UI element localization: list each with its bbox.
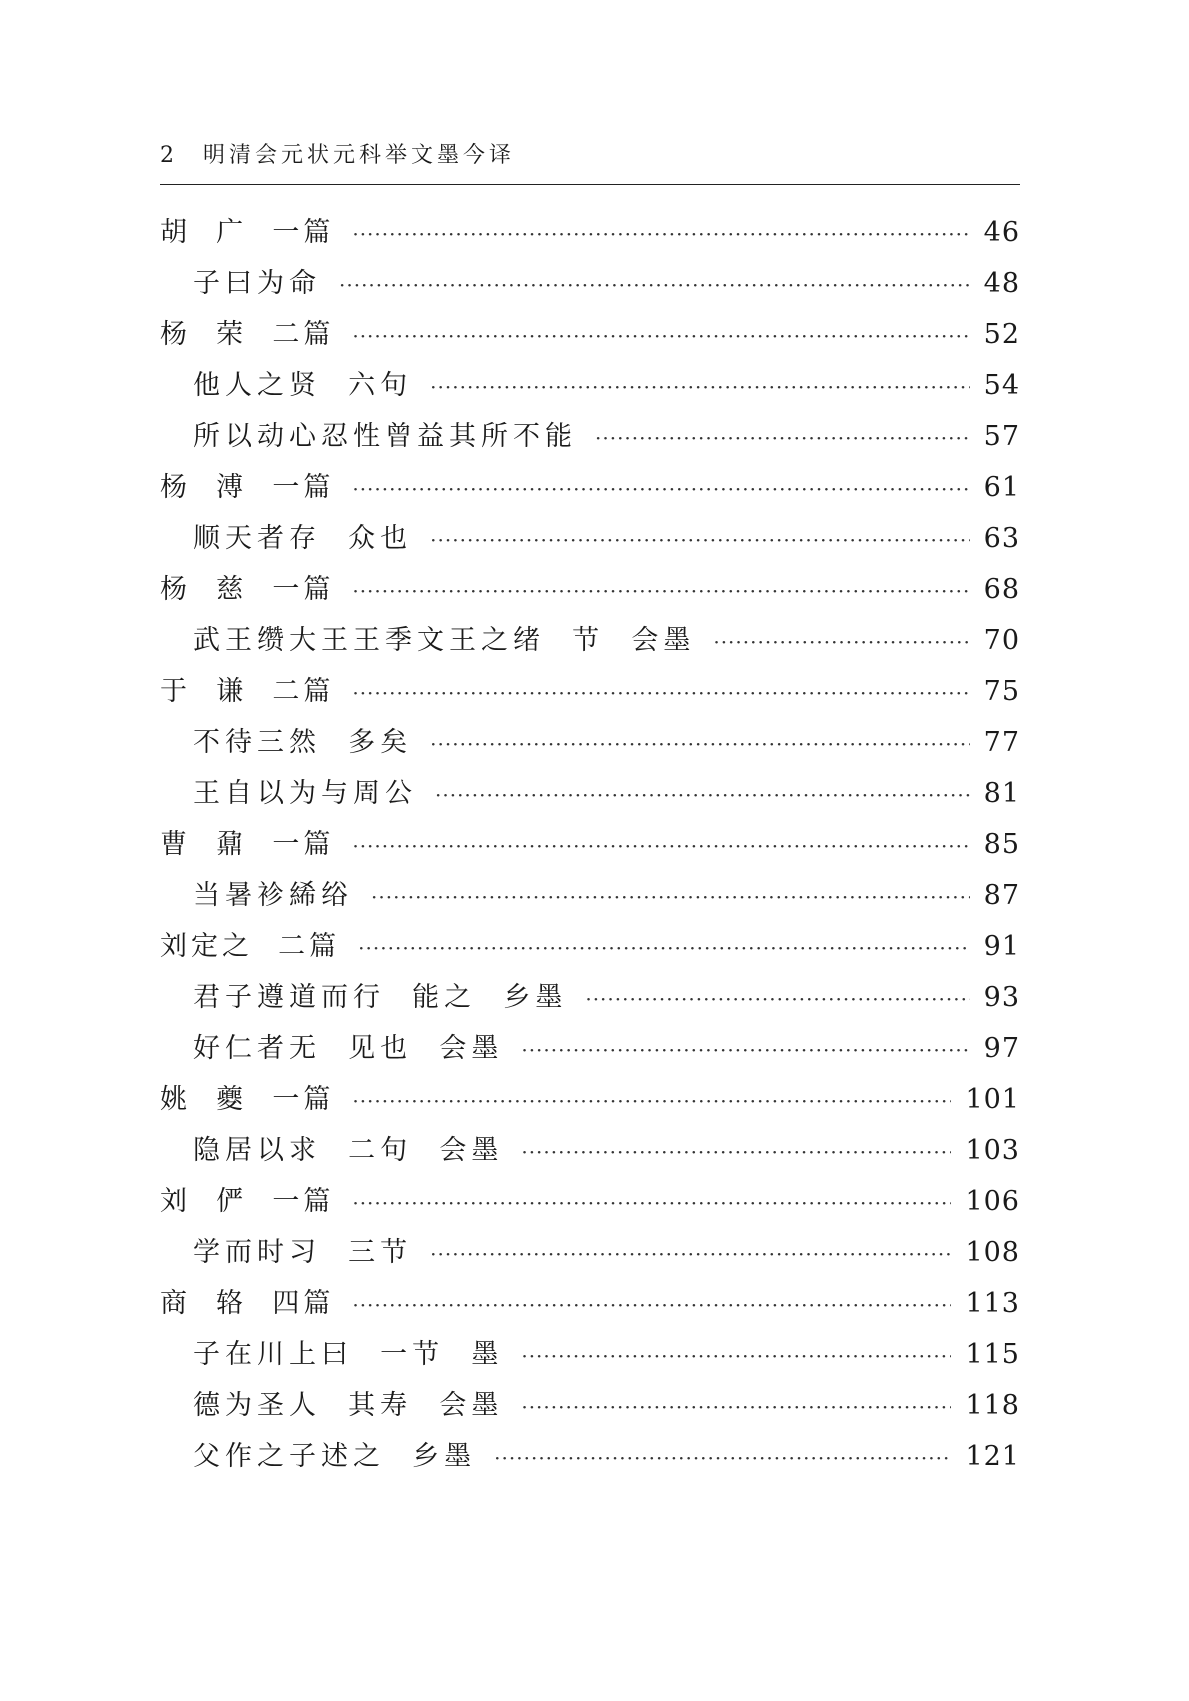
dot-leader [521,1395,951,1419]
page-ref: 68 [983,574,1020,605]
dot-leader [371,885,970,909]
toc-essay-entry[interactable] [160,720,1020,771]
toc-author-entry[interactable] [160,669,1020,720]
page-ref: 54 [983,370,1020,401]
dot-leader [352,1293,951,1317]
essay-title: 德为圣人 其寿 会墨 [193,1390,504,1421]
page-ref: 52 [983,319,1020,350]
page-ref: 97 [983,1033,1020,1064]
dot-leader [430,528,969,552]
essay-title: 顺天者存 众也 [193,523,413,554]
page-ref: 46 [983,217,1020,248]
essay-title: 父作之子述之 乡墨 [193,1441,477,1472]
essay-title: 学而时习 三节 [193,1237,413,1268]
toc-author-entry[interactable] [160,1179,1020,1230]
author-title: 于 谦 二篇 [160,676,335,707]
dot-leader [430,1242,951,1266]
essay-title: 子在川上曰 一节 墨 [193,1339,504,1370]
toc-essay-entry[interactable] [160,618,1020,669]
toc-essay-entry[interactable] [160,414,1020,465]
essay-title: 好仁者无 见也 会墨 [193,1033,504,1064]
toc-author-entry[interactable] [160,1281,1020,1332]
essay-title: 所以动心忍性曾益其所不能 [193,421,577,452]
dot-leader [352,222,969,246]
dot-leader [521,1038,969,1062]
page-ref: 63 [983,523,1020,554]
essay-title: 他人之贤 六句 [193,370,413,401]
page-ref: 121 [965,1441,1020,1472]
toc-essay-entry[interactable] [160,873,1020,924]
dot-leader [352,1191,951,1215]
book-title: 明清会元状元科举文墨今译 [203,143,516,168]
essay-title: 子曰为命 [193,268,321,299]
toc-essay-entry[interactable] [160,261,1020,312]
page-ref: 115 [965,1339,1020,1370]
dot-leader [713,630,969,654]
dot-leader [494,1446,951,1470]
author-title: 姚 夔 一篇 [160,1084,335,1115]
toc-author-entry[interactable] [160,822,1020,873]
essay-title: 隐居以求 二句 会墨 [193,1135,504,1166]
page-ref: 113 [965,1288,1020,1319]
toc-author-entry[interactable] [160,924,1020,975]
page-ref: 87 [983,880,1020,911]
dot-leader [430,375,969,399]
page-ref: 48 [983,268,1020,299]
page-ref: 85 [983,829,1020,860]
essay-title: 当暑袗絺绤 [193,880,353,911]
author-title: 曹 鼐 一篇 [160,829,335,860]
page-ref: 103 [965,1135,1020,1166]
page-ref: 75 [983,676,1020,707]
dot-leader [352,477,969,501]
page-ref: 61 [983,472,1020,503]
page-ref: 106 [965,1186,1020,1217]
author-title: 胡 广 一篇 [160,217,335,248]
dot-leader [352,1089,951,1113]
essay-title: 不待三然 多矣 [193,727,413,758]
toc-author-entry[interactable] [160,210,1020,261]
dot-leader [435,783,970,807]
toc-essay-entry[interactable] [160,1230,1020,1281]
page-ref: 101 [965,1084,1020,1115]
header-rule [160,184,1020,185]
page-ref: 57 [983,421,1020,452]
dot-leader [352,579,969,603]
essay-title: 王自以为与周公 [193,778,417,809]
dot-leader [430,732,969,756]
essay-title: 君子遵道而行 能之 乡墨 [193,982,568,1013]
table-of-contents [160,210,1020,1485]
toc-author-entry[interactable] [160,312,1020,363]
page-ref: 93 [983,982,1020,1013]
author-title: 刘 俨 一篇 [160,1186,335,1217]
page-ref: 108 [965,1237,1020,1268]
page-ref: 91 [983,931,1020,962]
author-title: 杨 慈 一篇 [160,574,335,605]
toc-essay-entry[interactable] [160,975,1020,1026]
toc-author-entry[interactable] [160,567,1020,618]
author-title: 杨 荣 二篇 [160,319,335,350]
dot-leader [521,1140,951,1164]
toc-essay-entry[interactable] [160,1383,1020,1434]
dot-leader [358,936,969,960]
author-title: 杨 溥 一篇 [160,472,335,503]
dot-leader [585,987,969,1011]
toc-author-entry[interactable] [160,465,1020,516]
page-number: 2 [160,143,178,168]
essay-title: 武王缵大王王季文王之绪 节 会墨 [193,625,696,656]
toc-essay-entry[interactable] [160,771,1020,822]
toc-author-entry[interactable] [160,1077,1020,1128]
page-ref: 70 [983,625,1020,656]
dot-leader [521,1344,951,1368]
toc-essay-entry[interactable] [160,516,1020,567]
page-ref: 81 [983,778,1020,809]
running-header [160,138,515,169]
dot-leader [352,681,969,705]
page-ref: 77 [983,727,1020,758]
author-title: 商 辂 四篇 [160,1288,335,1319]
toc-essay-entry[interactable] [160,1434,1020,1485]
toc-essay-entry[interactable] [160,363,1020,414]
toc-essay-entry[interactable] [160,1332,1020,1383]
toc-essay-entry[interactable] [160,1026,1020,1077]
dot-leader [339,273,970,297]
dot-leader [352,834,969,858]
toc-essay-entry[interactable] [160,1128,1020,1179]
dot-leader [595,426,970,450]
page-ref: 118 [965,1390,1020,1421]
dot-leader [352,324,969,348]
author-title: 刘定之 二篇 [160,931,341,962]
